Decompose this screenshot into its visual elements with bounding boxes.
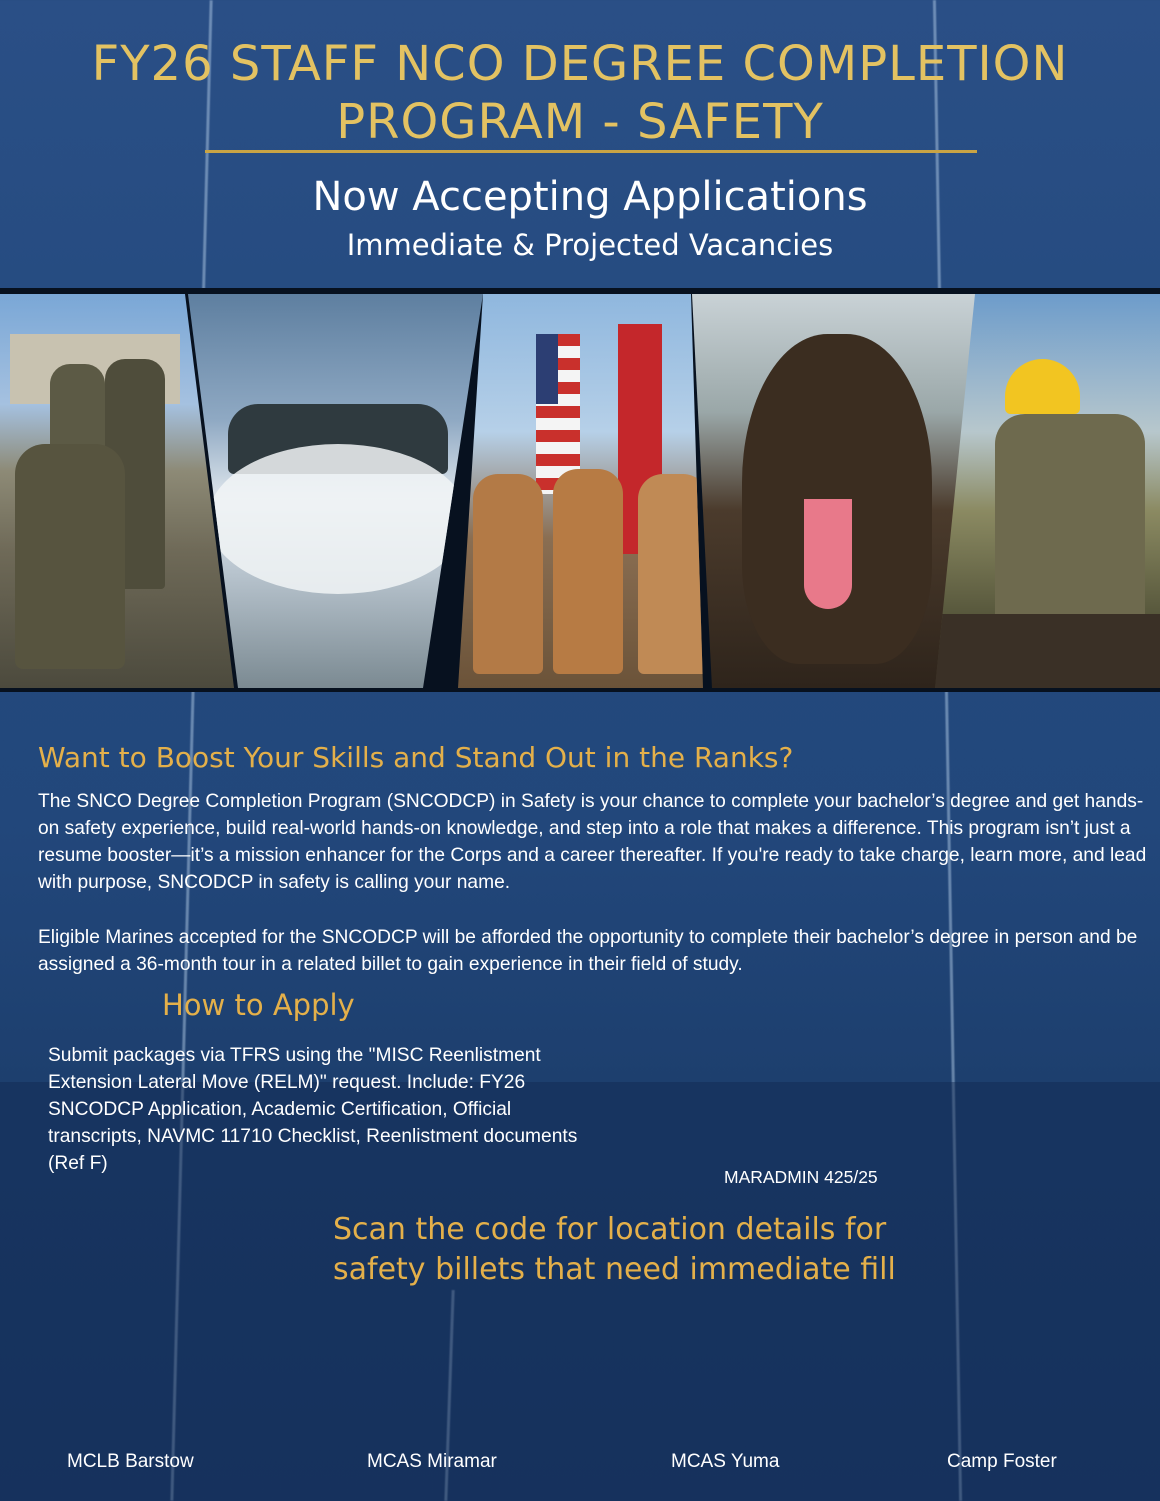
subtitle-vacancies: Immediate & Projected Vacancies [346, 228, 834, 262]
scan-line-1: Scan the code for location details for [333, 1212, 887, 1247]
location-mcas-miramar: MCAS Miramar [367, 1451, 497, 1472]
title-underline [205, 150, 977, 153]
location-mcas-yuma: MCAS Yuma [671, 1451, 780, 1472]
how-to-apply-heading: How to Apply [162, 988, 355, 1022]
program-description: The SNCO Degree Completion Program (SNCODCP) in Safety is your chance to complete your bachelor’s degree and get hands-on safety experience, build real-world hands-on knowledge, and step into a role that makes a difference. This program isn’t just a resume booster—it’s a mission enhancer for the Corps and a career thereafter. If you're ready to take charge, learn more, and lead with purpose, SNCODCP in safety is calling your name. [38, 791, 1147, 893]
marine-figure-shape [15, 444, 125, 669]
amphibious-vehicle-photo [188, 294, 483, 688]
eligibility-description: Eligible Marines accepted for the SNCODCP will be afforded the opportunity to complete their bachelor’s degree in person and be assigned a 36-month tour in a related billet to gain experience in their field of study. [38, 927, 1138, 975]
photo-strip [0, 288, 1160, 692]
page-title-line2: PROGRAM - SAFETY [336, 94, 824, 150]
horse-shape [638, 474, 708, 674]
maradmin-reference: MARADMIN 425/25 [724, 1167, 878, 1187]
flag-canton-shape [536, 334, 558, 404]
boost-skills-heading: Want to Boost Your Skills and Stand Out in the Ranks? [38, 741, 794, 774]
scan-line-2: safety billets that need immediate fill [333, 1252, 896, 1287]
scan-code-text [333, 1210, 933, 1290]
water-spray-shape [208, 444, 468, 594]
hardhat-shape [1005, 359, 1080, 414]
dog-tongue-shape [804, 499, 852, 609]
location-mclb-barstow: MCLB Barstow [67, 1451, 194, 1472]
location-camp-foster: Camp Foster [947, 1451, 1057, 1472]
horse-shape [473, 474, 543, 674]
apply-instructions: Submit packages via TFRS using the "MISC Reenlistment Extension Lateral Move (RELM)" request. Include: FY26 SNCODCP Application, Academic Certification, Official transcripts, NAVMC 11710 Checklist, Reenlistment documents (Ref F) [48, 1045, 578, 1174]
page-title-line1: FY26 STAFF NCO DEGREE COMPLETION [91, 36, 1069, 92]
horse-shape [553, 469, 623, 674]
equipment-shape [935, 614, 1160, 688]
subtitle: Now Accepting Applications [312, 174, 868, 220]
k9-dog-photo [692, 294, 977, 688]
